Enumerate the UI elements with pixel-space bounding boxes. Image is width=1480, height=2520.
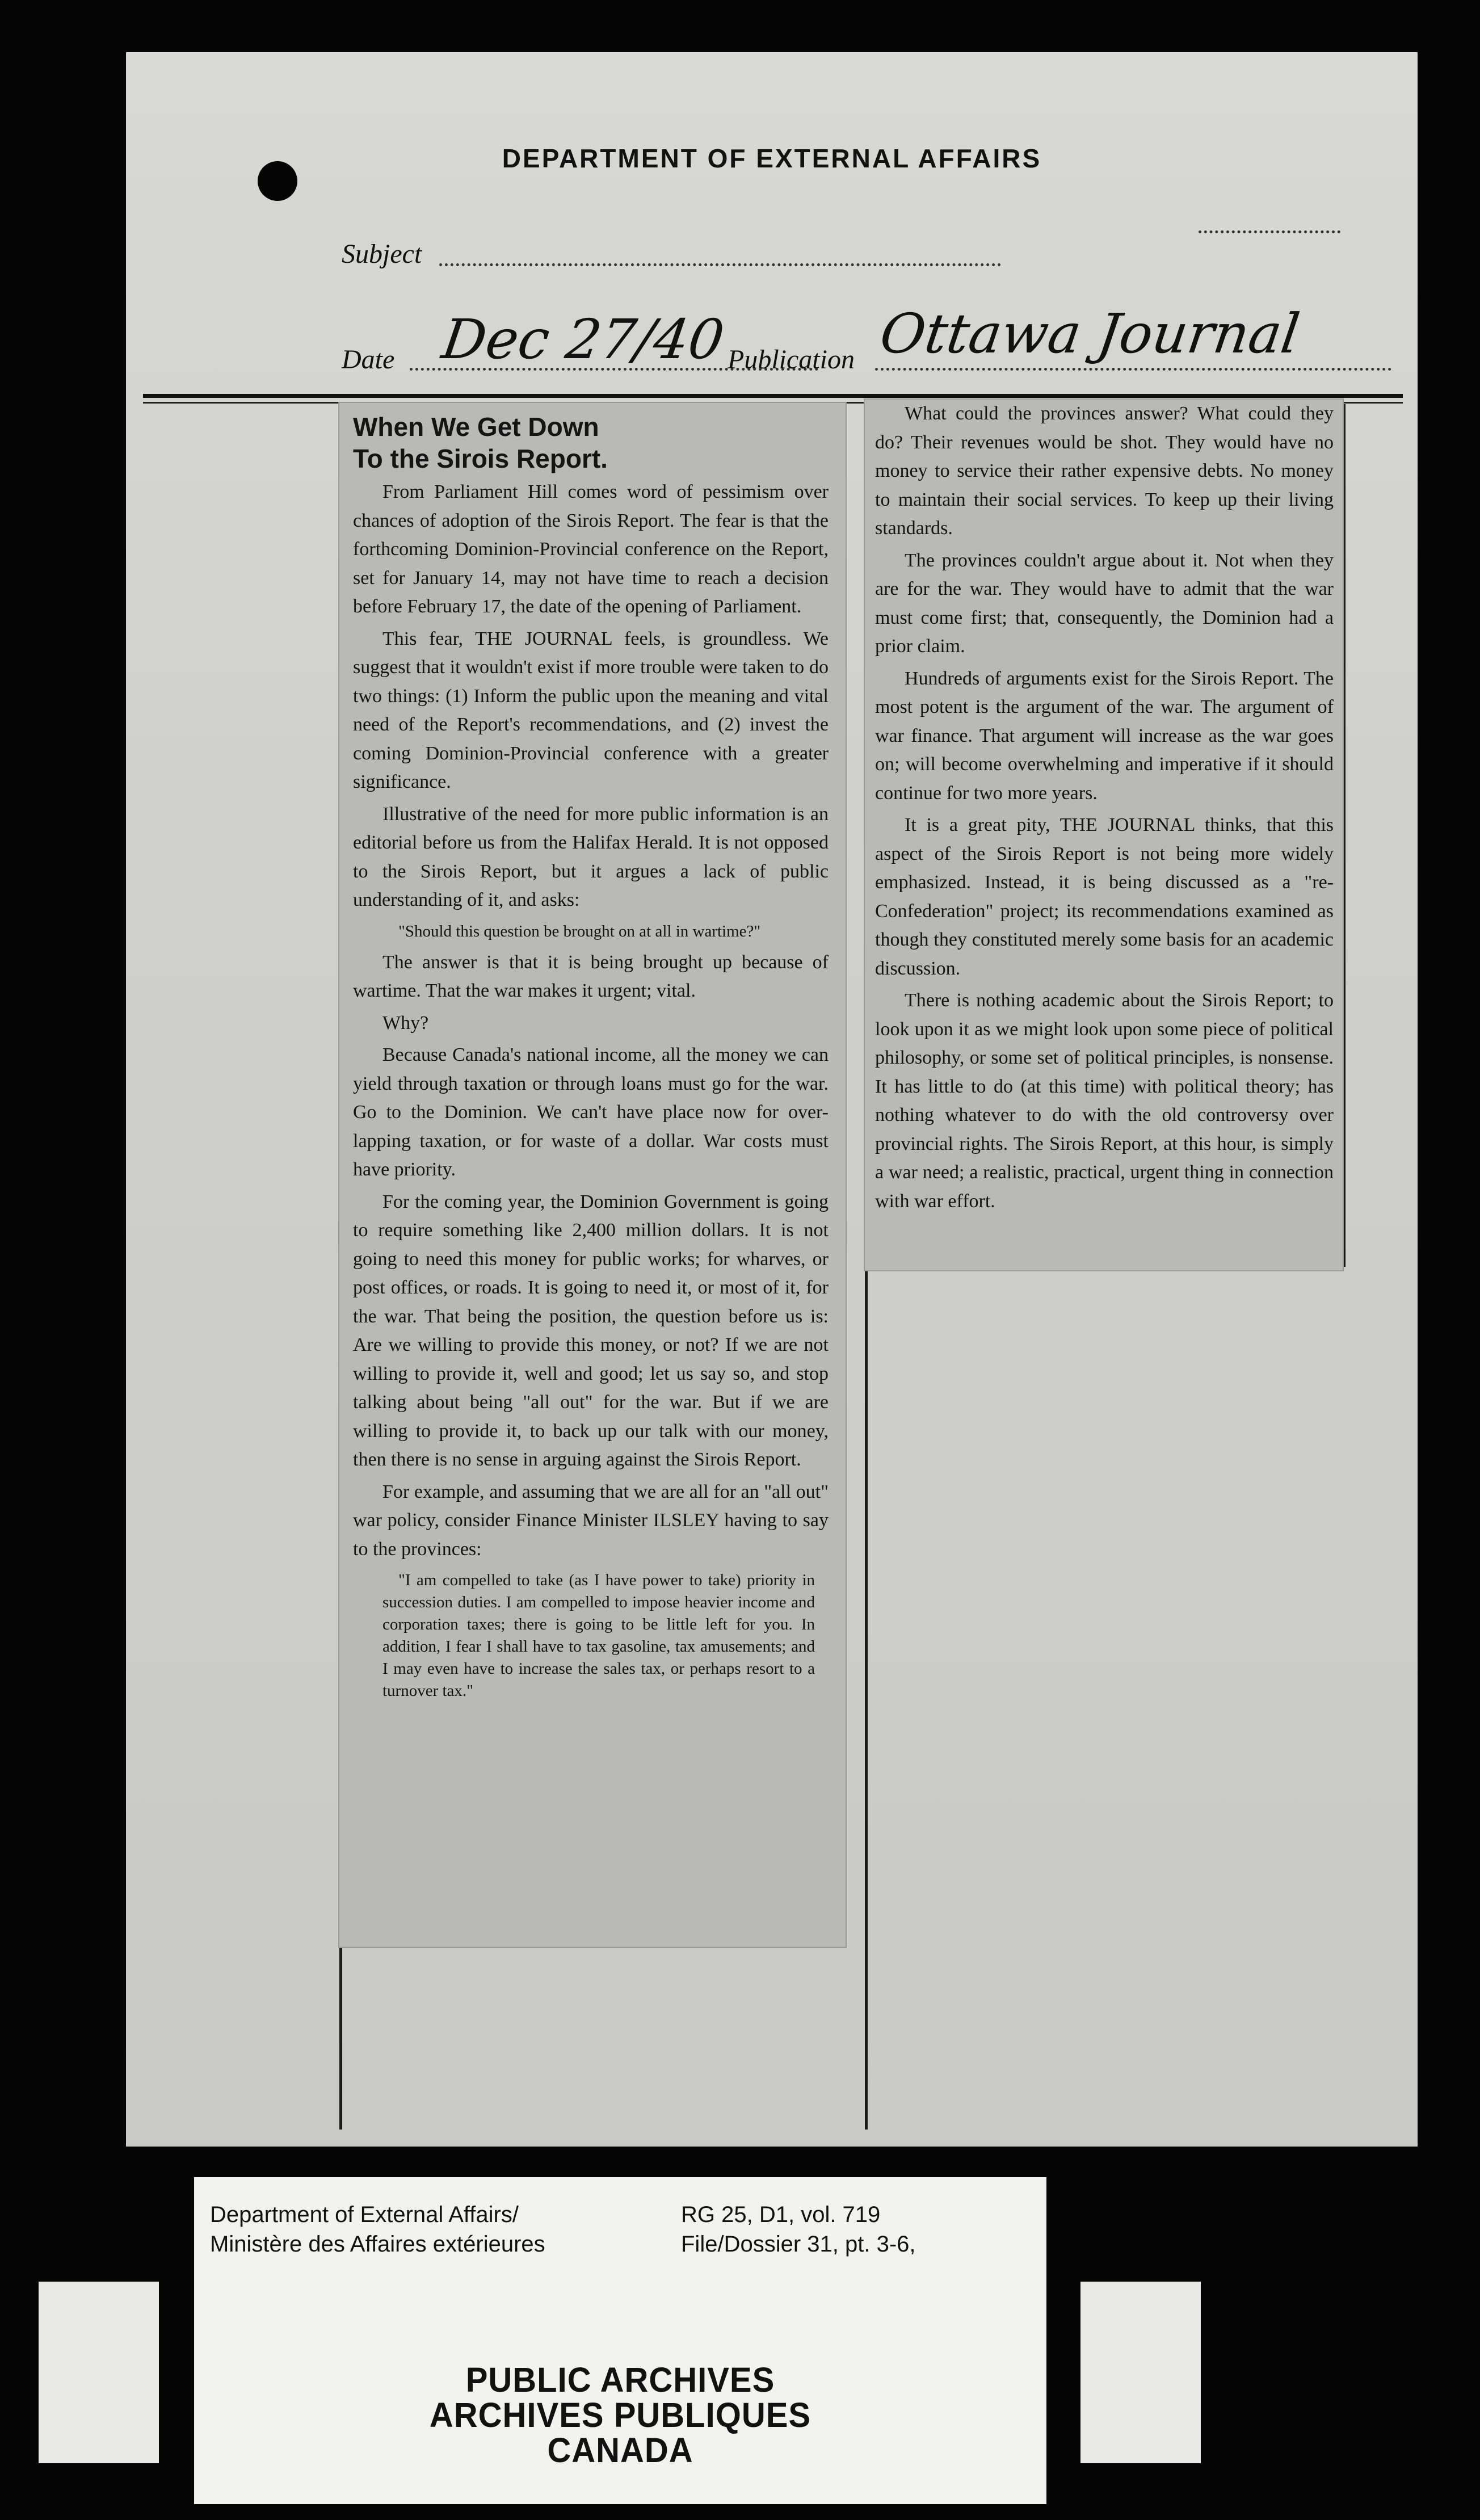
article-left-text (353, 411, 829, 1708)
article-paragraph: This fear, THE JOURNAL feels, is groundless. We suggest that it wouldn't exist if more trouble were taken to do two things: (1) Inform the public upon the meaning and vital need of the Report's recommendations, and (2) invest the coming Dominion-Provincial conference with a greater significance. (353, 628, 829, 792)
label-dept-en: Department of External Affairs/ (210, 2202, 519, 2227)
headline-line1: When We Get Down (353, 412, 599, 442)
article-paragraph: It is a great pity, THE JOURNAL thinks, that this aspect of the Sirois Report is not being more widely emphasized. Instead, it is being discussed as a "re-Confederation" project; its recommendations examined as though they constituted merely some basis for an academic discussion. (875, 814, 1334, 979)
article-paragraph: Hundreds of arguments exist for the Sirois Report. The most potent is the argument of the war. The argument of war finance. That argument will increase as the war goes on; will become overwhelming and imperative if it should continue for two more years. (875, 667, 1334, 804)
article-paragraph: The answer is that it is being brought up because of wartime. That the war makes it urgent; vital. (353, 951, 829, 1001)
archive-sheet (126, 52, 1418, 2147)
article-paragraph: What could the provinces answer? What could they do? Their revenues would be shot. They would have no money to service their rather expensive debts. No money to maintain their social services. To keep up their living standards. (875, 403, 1334, 539)
article-paragraph: Because Canada's national income, all the money we can yield through taxation or through loans must go for the war. Go to the Dominion. We can't have place now for over-lapping taxation, or for waste of a dollar. War costs must have priority. (353, 1044, 829, 1180)
article-quote: "I am compelled to take (as I have power to take) priority in succession duties. I am compelled to impose heavier income and corporation taxes; there is going to be little left for you. In addition, I fear I shall have to tax gasoline, tax amusements; and I may even have to increase the sales tax, or perhaps resort to a turnover tax." (382, 1571, 815, 1700)
date-value: Dec 27/40 (438, 308, 728, 371)
form-title: DEPARTMENT OF EXTERNAL AFFAIRS (502, 144, 1042, 173)
right-margin-line (1343, 404, 1346, 1267)
article-paragraph: The provinces couldn't argue about it. Not when they are for the war. They would have to admit that the war must come first; that, consequently, the Dominion had a prior claim. (875, 549, 1334, 657)
subject-label: Subject (342, 239, 422, 269)
card-stub-left (39, 2282, 159, 2463)
card-stub-right (1080, 2282, 1201, 2463)
archives-stamp-line3: CANADA (547, 2431, 693, 2470)
article-paragraph: Illustrative of the need for more public information is an editorial before us from the Halifax Herald. It is not opposed to the Sirois Report, but it argues a lack of public understanding of it, and asks: (353, 803, 829, 910)
reference-blank (1199, 230, 1340, 233)
article-paragraph: There is nothing academic about the Sirois Report; to look upon it as we might look upon some piece of political philosophy, or some set of political principles, is nonsense. It has little to do (at this time) with political theory; has nothing whatever to do with the old controversy over provincial rights. The Sirois Report, at this hour, is simply a war need; a realistic, practical, urgent thing in connection with war effort. (875, 990, 1334, 1212)
headline-line2: To the Sirois Report. (353, 444, 608, 473)
article-headline (353, 411, 829, 474)
label-ref-line2: File/Dossier 31, pt. 3-6, (681, 2232, 916, 2257)
label-dept-fr: Ministère des Affaires extérieures (210, 2232, 545, 2257)
article-quote: "Should this question be brought on at all in wartime?" (398, 922, 761, 940)
publication-label: Publication (728, 345, 855, 375)
publication-value: Ottawa Journal (876, 302, 1304, 366)
article-paragraph: From Parliament Hill comes word of pessimism over chances of adoption of the Sirois Report. The fear is that the forthcoming Dominion-Provincial conference on the Report, set for January 14, may not have time to reach a decision before February 17, the date of the opening of Parliament. (353, 481, 829, 617)
article-paragraph: For example, and assuming that we are all for an "all out" war policy, consider Finance Minister ILSLEY having to say to the provinces: (353, 1481, 829, 1560)
archives-stamp-line2: ARCHIVES PUBLIQUES (429, 2396, 812, 2435)
date-label: Date (342, 345, 395, 375)
publication-blank (875, 368, 1391, 371)
label-ref-line1: RG 25, D1, vol. 719 (681, 2202, 881, 2227)
article-right-text (875, 400, 1334, 1219)
form-rule-thick (143, 394, 1403, 398)
archives-stamp-line1: PUBLIC ARCHIVES (465, 2361, 775, 2400)
article-paragraph: Why? (382, 1012, 429, 1034)
article-paragraph: For the coming year, the Dominion Government is going to require something like 2,400 million dollars. It is not going to need this money for public works; for wharves, or post offices, or roads. It is going to need it, or most of it, for the war. That being the position, the question before us is: Are we willing to provide this money, or not? If we are not willing to provide it, well and good; let us say so, and stop talking about being "all out" for the war. But if we are willing to provide it, to back up our talk with our money, then there is no sense in arguing against the Sirois Report. (353, 1191, 829, 1470)
subject-blank (439, 263, 1001, 266)
